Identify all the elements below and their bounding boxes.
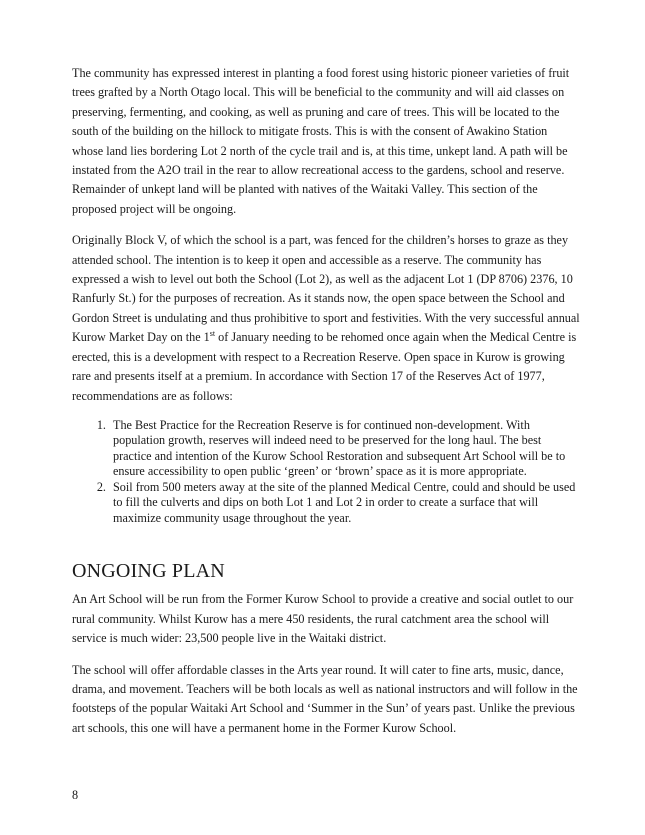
paragraph-block-v-text-1: Originally Block V, of which the school is a part, was fenced for the children’s horses to graze as they attended school. The intention is to keep it open and accessible as a reserve. The community has expressed a wish to level out both the School (Lot 2), as well as the adjacent Lot 1 (DP 8706) 2376, 10 Ranfurly St.) for the purposes of recreation. As it stands now, the open space between the School and Gordon Street is undulating and thus prohibitive to sport and festivities. With the very successful annual Kurow Market Day on the 1 <box>72 233 580 345</box>
document-page <box>72 64 580 738</box>
paragraph-block-v <box>72 231 580 406</box>
section-heading: ONGOING PLAN <box>72 560 225 583</box>
paragraph-classes: The school will offer affordable classes in the Arts year round. It will cater to fine arts, music, dance, drama, and movement. Teachers will be both locals as well as national instructors and will follow in the footsteps of the popular Waitaki Art School and ‘Summer in the Sun’ of years past. Unlike the previous art schools, this one will have a permanent home in the Former Kurow School. <box>72 662 578 735</box>
paragraph-art-school: An Art School will be run from the Former Kurow School to provide a creative and social outlet to our rural community. Whilst Kurow has a mere 450 residents, the rural catchment area the school will service is much wider: 23,500 people live in the Waitaki district. <box>72 592 574 646</box>
paragraph-block-v-text-2: of January needing to be rehomed once again when the Medical Centre is erected, this is a development with respect to a Recreation Reserve. Open space in Kurow is growing rare and presents itself at a premium. In accordance with Section 17 of the Reserves Act of 1977, recommendations are as follows: <box>72 330 577 403</box>
paragraph-food-forest: The community has expressed interest in planting a food forest using historic pioneer varieties of fruit trees grafted by a North Otago local. This will be beneficial to the community and will aid classes on preserving, fermenting, and cooking, as well as pruning and care of trees. This will be located to the south of the building on the hillock to mitigate frosts. This is with the consent of Awakino Station whose land lies bordering Lot 2 north of the cycle trail and is, at this time, unkept land. A path will be instated from the A2O trail in the rear to allow recreational access to the gardens, school and reserve. Remainder of unkept land will be planted with natives of the Waitaki Valley. This section of the proposed project will be ongoing. <box>72 66 570 216</box>
list-item: 2. Soil from 500 meters away at the site of the planned Medical Centre, could and should be used to fill the culverts and dips on both Lot 1 and Lot 2 in order to create a surface that will maximize community usage throughout the year. <box>109 480 580 527</box>
recommendations-list <box>72 418 580 527</box>
ordinal-superscript: st <box>209 329 216 339</box>
page-number: 8 <box>72 788 79 802</box>
list-item: 1. The Best Practice for the Recreation Reserve is for continued non-development. With population growth, reserves will indeed need to be preserved for the long haul. The best practice and intention of the Kurow School Restoration and subsequent Art School will be to ensure accessibility to open public ‘green’ or ‘brown’ space as it is more appropriate. <box>109 418 580 480</box>
